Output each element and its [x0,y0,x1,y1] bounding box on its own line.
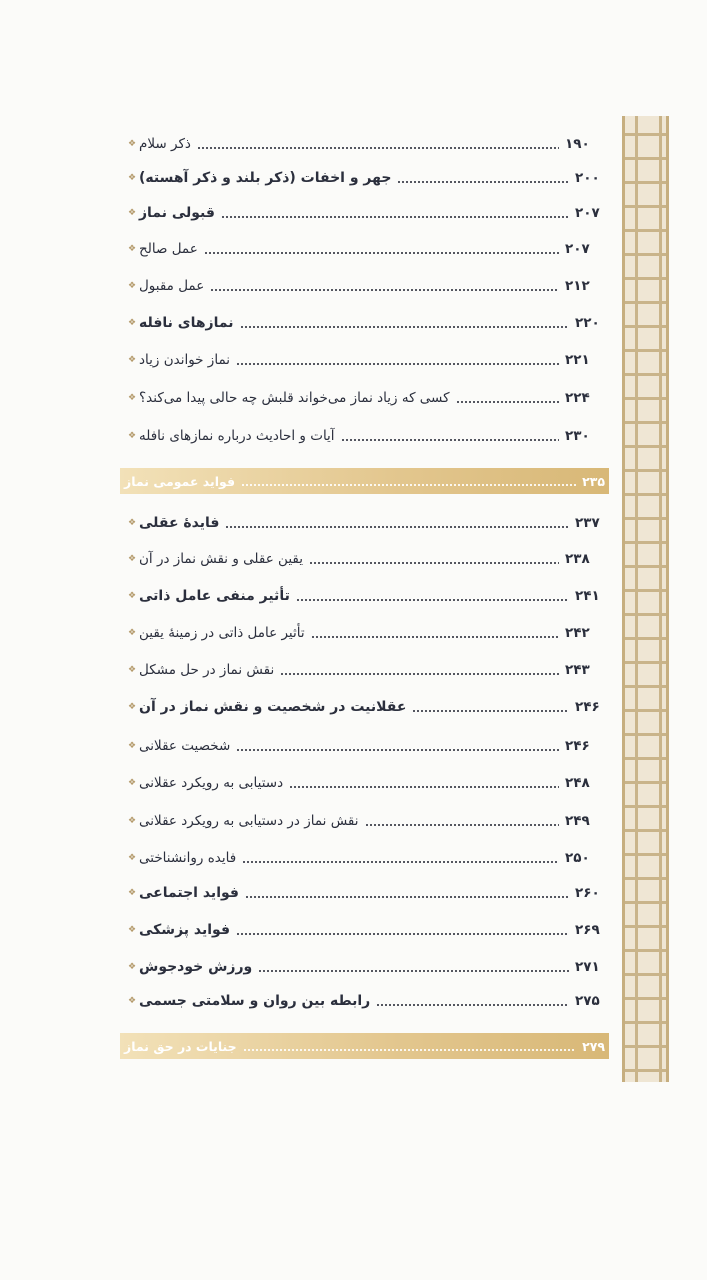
toc-title: عقلانیت در شخصیت و نقش نماز در آن [139,699,407,715]
ornament-diamond-icon: ❖ [127,665,137,675]
section-header-bar[interactable] [120,1033,609,1059]
ornament-diamond-icon: ❖ [127,962,137,972]
ornament-diamond-icon: ❖ [127,853,137,863]
ornament-diamond-icon: ❖ [127,702,137,712]
ornament-diamond-icon: ❖ [127,778,137,788]
dot-leader [289,786,559,788]
ornament-diamond-icon: ❖ [127,318,137,328]
toc-page: ۲۴۱ [575,588,600,604]
toc-row[interactable] [120,620,595,646]
toc-title: ذکر سلام [139,136,191,152]
dot-leader [397,181,569,183]
toc-title: فواید اجتماعی [139,885,239,901]
toc-page: ۲۷۵ [575,993,600,1009]
toc-row[interactable] [120,385,595,411]
toc-page: ۲۳۷ [575,515,600,531]
ornament-diamond-icon: ❖ [127,554,137,564]
toc-row[interactable] [120,131,595,157]
toc-title: عمل مقبول [139,278,205,294]
toc-title: آیات و احادیث درباره نمازهای نافله [139,428,335,444]
dot-leader [309,562,559,564]
toc-row[interactable] [120,657,595,683]
dot-leader [376,1004,569,1006]
toc-title: دستیابی به رویکرد عقلانی [139,775,284,791]
section-title: جنایات در حق نماز [124,1038,237,1054]
ornament-diamond-icon: ❖ [127,996,137,1006]
dot-leader [341,439,559,441]
dot-leader [243,1049,576,1051]
toc-page: ۲۴۲ [565,625,590,641]
toc-row[interactable] [120,510,605,536]
toc-row[interactable] [120,347,595,373]
toc-page: ۲۷۱ [575,959,600,975]
toc-title: رابطه بین روان و سلامتی جسمی [139,993,371,1009]
toc-row[interactable] [120,988,605,1014]
toc-title: نمازهای نافله [139,315,234,331]
toc-page: ۲۴۹ [565,813,590,829]
toc-page: ۲۳۰ [565,428,590,444]
dot-leader [311,636,559,638]
toc-row[interactable] [120,694,605,720]
toc-page: ۲۶۹ [575,922,600,938]
toc-title: نقش نماز در دستیابی به رویکرد عقلانی [139,813,359,829]
toc-row[interactable] [120,770,595,796]
toc-page: ۲۵۰ [565,850,590,866]
toc-title: نقش نماز در حل مشکل [139,662,275,678]
toc-page: ۲۲۰ [575,315,600,331]
ornament-diamond-icon: ❖ [127,591,137,601]
dot-leader [296,599,569,601]
toc-title: قبولی نماز [139,205,215,221]
toc-row[interactable] [120,845,595,871]
toc-row[interactable] [120,583,605,609]
ornament-diamond-icon: ❖ [127,173,137,183]
toc-page: ۲۴۸ [565,775,590,791]
toc-page: ۱۹۰ [565,136,590,152]
toc-row[interactable] [120,808,595,834]
toc-row[interactable] [120,165,605,191]
toc-title: نماز خواندن زیاد [139,352,231,368]
toc-row[interactable] [120,880,605,906]
ornament-diamond-icon: ❖ [127,925,137,935]
toc-title: یقین عقلی و نقش نماز در آن [139,551,303,567]
dot-leader [258,970,569,972]
toc-title: جهر و اخفات (ذکر بلند و ذکر آهسته) [139,170,392,186]
toc-title: ورزش خودجوش [139,959,253,975]
toc-row[interactable] [120,954,605,980]
dot-leader [280,673,559,675]
dot-leader [240,326,569,328]
ornament-diamond-icon: ❖ [127,816,137,826]
toc-row[interactable] [120,733,595,759]
toc-row[interactable] [120,546,595,572]
toc-title: فواید پزشکی [139,922,230,938]
toc-row[interactable] [120,236,595,262]
toc-page: ۲۳۸ [565,551,590,567]
toc-title: فایده روانشناختی [139,850,237,866]
toc-title: فایدهٔ عقلی [139,515,220,531]
ornament-diamond-icon: ❖ [127,741,137,751]
ornament-diamond-icon: ❖ [127,518,137,528]
dot-leader [236,749,559,751]
ornament-diamond-icon: ❖ [127,431,137,441]
dot-leader [197,147,559,149]
ornament-diamond-icon: ❖ [127,281,137,291]
toc-page: ۲۱۲ [565,278,590,294]
section-title: فواید عمومی نماز [124,473,236,489]
dot-leader [241,484,576,486]
ornament-diamond-icon: ❖ [127,244,137,254]
dot-leader [236,933,569,935]
toc-title: تأثیر عامل ذاتی در زمینهٔ یقین [139,625,305,641]
ornament-diamond-icon: ❖ [127,208,137,218]
section-header-bar[interactable] [120,468,609,494]
dot-leader [456,401,559,403]
toc-page: ۲۲۱ [565,352,590,368]
dot-leader [245,896,569,898]
dot-leader [221,216,569,218]
toc-row[interactable] [120,200,605,226]
toc-page: ۲۰۷ [565,241,590,257]
dot-leader [236,363,559,365]
ornament-diamond-icon: ❖ [127,355,137,365]
toc-page: ۲۴۶ [575,699,600,715]
dot-leader [225,526,569,528]
toc-row[interactable] [120,917,605,943]
toc-page: ۲۴۶ [565,738,590,754]
dot-leader [242,861,559,863]
section-page: ۲۳۵ [582,473,605,489]
toc-page: ۲۴۳ [565,662,590,678]
toc-page: ۲۶۰ [575,885,600,901]
toc-page: ۲۰۷ [575,205,600,221]
dot-leader [365,824,559,826]
toc-title: شخصیت عقلانی [139,738,231,754]
toc-title: تأثیر منفی عامل ذاتی [139,588,290,604]
toc-row[interactable] [120,310,605,336]
section-page: ۲۷۹ [582,1038,605,1054]
ornament-diamond-icon: ❖ [127,393,137,403]
toc-title: عمل صالح [139,241,198,257]
toc-page: ۲۰۰ [575,170,600,186]
toc-title: کسی که زیاد نماز می‌خواند قلبش چه حالی پیدا می‌کند؟ [139,390,450,406]
ornament-diamond-icon: ❖ [127,628,137,638]
toc-page: ۲۲۴ [565,390,590,406]
dot-leader [412,710,569,712]
ornament-diamond-icon: ❖ [127,139,137,149]
dot-leader [204,252,559,254]
ornament-diamond-icon: ❖ [127,888,137,898]
dot-leader [210,289,559,291]
toc-row[interactable] [120,273,595,299]
toc-row[interactable] [120,423,595,449]
